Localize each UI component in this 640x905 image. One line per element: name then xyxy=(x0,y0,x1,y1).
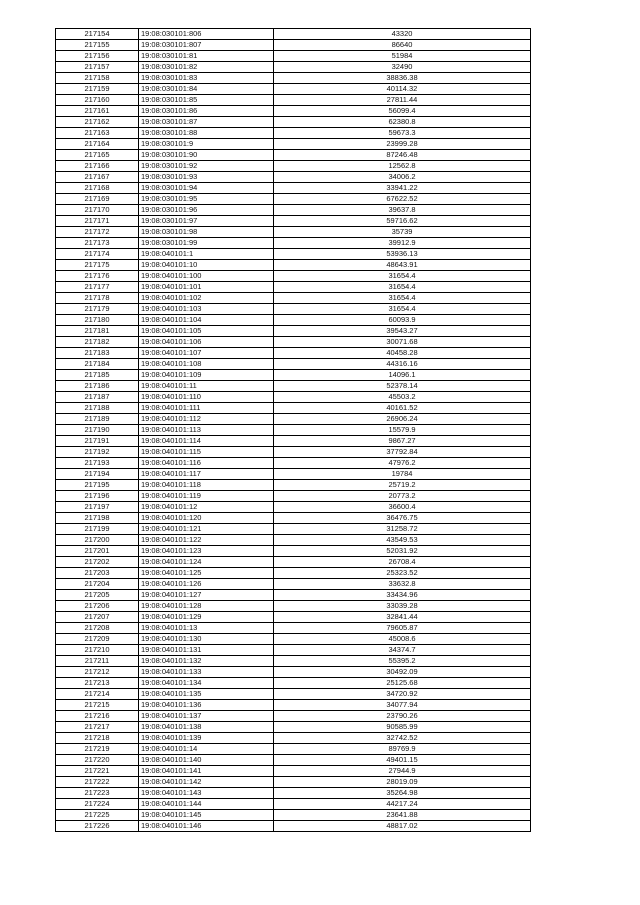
row-number-cell: 217201 xyxy=(56,546,139,557)
table-row xyxy=(56,733,531,744)
cadastral-number-cell: 19:08:040101:13 xyxy=(139,623,274,634)
value-cell: 52031.92 xyxy=(274,546,531,557)
table-row xyxy=(56,502,531,513)
table-row xyxy=(56,568,531,579)
value-cell: 33434.96 xyxy=(274,590,531,601)
table-row xyxy=(56,282,531,293)
table-row xyxy=(56,788,531,799)
table-row xyxy=(56,381,531,392)
row-number-cell: 217208 xyxy=(56,623,139,634)
cadastral-number-cell: 19:08:040101:112 xyxy=(139,414,274,425)
table-row xyxy=(56,634,531,645)
table-row xyxy=(56,40,531,51)
cadastral-number-cell: 19:08:040101:122 xyxy=(139,535,274,546)
table-row xyxy=(56,744,531,755)
table-row xyxy=(56,238,531,249)
row-number-cell: 217205 xyxy=(56,590,139,601)
table-row xyxy=(56,645,531,656)
row-number-cell: 217190 xyxy=(56,425,139,436)
value-cell: 59716.62 xyxy=(274,216,531,227)
table-row xyxy=(56,249,531,260)
cadastral-number-cell: 19:08:030101:807 xyxy=(139,40,274,51)
value-cell: 31654.4 xyxy=(274,293,531,304)
cadastral-number-cell: 19:08:040101:116 xyxy=(139,458,274,469)
table-row xyxy=(56,348,531,359)
cadastral-number-cell: 19:08:040101:107 xyxy=(139,348,274,359)
value-cell: 48817.02 xyxy=(274,821,531,832)
cadastral-number-cell: 19:08:040101:129 xyxy=(139,612,274,623)
table-row xyxy=(56,480,531,491)
row-number-cell: 217226 xyxy=(56,821,139,832)
value-cell: 19784 xyxy=(274,469,531,480)
cadastral-number-cell: 19:08:040101:10 xyxy=(139,260,274,271)
table-row xyxy=(56,370,531,381)
row-number-cell: 217157 xyxy=(56,62,139,73)
row-number-cell: 217203 xyxy=(56,568,139,579)
cadastral-number-cell: 19:08:030101:84 xyxy=(139,84,274,95)
value-cell: 32742.52 xyxy=(274,733,531,744)
value-cell: 25719.2 xyxy=(274,480,531,491)
cadastral-number-cell: 19:08:040101:139 xyxy=(139,733,274,744)
cadastral-number-cell: 19:08:040101:118 xyxy=(139,480,274,491)
value-cell: 40114.32 xyxy=(274,84,531,95)
cadastral-number-cell: 19:08:040101:125 xyxy=(139,568,274,579)
table-row xyxy=(56,62,531,73)
cadastral-number-cell: 19:08:040101:146 xyxy=(139,821,274,832)
cadastral-value-table xyxy=(55,28,531,832)
row-number-cell: 217173 xyxy=(56,238,139,249)
cadastral-number-cell: 19:08:030101:94 xyxy=(139,183,274,194)
row-number-cell: 217224 xyxy=(56,799,139,810)
row-number-cell: 217202 xyxy=(56,557,139,568)
table-row xyxy=(56,337,531,348)
cadastral-number-cell: 19:08:040101:128 xyxy=(139,601,274,612)
value-cell: 33039.28 xyxy=(274,601,531,612)
value-cell: 43320 xyxy=(274,29,531,40)
table-row xyxy=(56,458,531,469)
cadastral-number-cell: 19:08:040101:109 xyxy=(139,370,274,381)
value-cell: 44217.24 xyxy=(274,799,531,810)
row-number-cell: 217210 xyxy=(56,645,139,656)
row-number-cell: 217225 xyxy=(56,810,139,821)
table-row xyxy=(56,810,531,821)
cadastral-number-cell: 19:08:040101:143 xyxy=(139,788,274,799)
table-row xyxy=(56,711,531,722)
value-cell: 25125.68 xyxy=(274,678,531,689)
cadastral-number-cell: 19:08:030101:9 xyxy=(139,139,274,150)
row-number-cell: 217174 xyxy=(56,249,139,260)
table-row xyxy=(56,139,531,150)
cadastral-number-cell: 19:08:030101:98 xyxy=(139,227,274,238)
value-cell: 31654.4 xyxy=(274,304,531,315)
cadastral-number-cell: 19:08:040101:124 xyxy=(139,557,274,568)
table-row xyxy=(56,414,531,425)
cadastral-number-cell: 19:08:040101:133 xyxy=(139,667,274,678)
row-number-cell: 217179 xyxy=(56,304,139,315)
row-number-cell: 217169 xyxy=(56,194,139,205)
cadastral-number-cell: 19:08:030101:90 xyxy=(139,150,274,161)
value-cell: 9867.27 xyxy=(274,436,531,447)
cadastral-number-cell: 19:08:030101:88 xyxy=(139,128,274,139)
table-row xyxy=(56,623,531,634)
cadastral-number-cell: 19:08:040101:126 xyxy=(139,579,274,590)
table-row xyxy=(56,491,531,502)
row-number-cell: 217160 xyxy=(56,95,139,106)
cadastral-number-cell: 19:08:040101:119 xyxy=(139,491,274,502)
cadastral-number-cell: 19:08:040101:110 xyxy=(139,392,274,403)
cadastral-number-cell: 19:08:030101:83 xyxy=(139,73,274,84)
row-number-cell: 217193 xyxy=(56,458,139,469)
row-number-cell: 217214 xyxy=(56,689,139,700)
value-cell: 44316.16 xyxy=(274,359,531,370)
value-cell: 43549.53 xyxy=(274,535,531,546)
cadastral-number-cell: 19:08:040101:114 xyxy=(139,436,274,447)
table-row xyxy=(56,216,531,227)
row-number-cell: 217189 xyxy=(56,414,139,425)
row-number-cell: 217188 xyxy=(56,403,139,414)
cadastral-number-cell: 19:08:040101:1 xyxy=(139,249,274,260)
row-number-cell: 217196 xyxy=(56,491,139,502)
value-cell: 27944.9 xyxy=(274,766,531,777)
cadastral-number-cell: 19:08:030101:96 xyxy=(139,205,274,216)
cadastral-number-cell: 19:08:040101:121 xyxy=(139,524,274,535)
table-row xyxy=(56,73,531,84)
value-cell: 67622.52 xyxy=(274,194,531,205)
cadastral-number-cell: 19:08:040101:104 xyxy=(139,315,274,326)
cadastral-number-cell: 19:08:030101:81 xyxy=(139,51,274,62)
value-cell: 34374.7 xyxy=(274,645,531,656)
value-cell: 30492.09 xyxy=(274,667,531,678)
row-number-cell: 217218 xyxy=(56,733,139,744)
table-row xyxy=(56,469,531,480)
table-body xyxy=(56,29,531,832)
cadastral-number-cell: 19:08:040101:14 xyxy=(139,744,274,755)
value-cell: 33632.8 xyxy=(274,579,531,590)
value-cell: 90585.99 xyxy=(274,722,531,733)
table-row xyxy=(56,612,531,623)
value-cell: 35264.98 xyxy=(274,788,531,799)
cadastral-number-cell: 19:08:030101:86 xyxy=(139,106,274,117)
cadastral-number-cell: 19:08:040101:123 xyxy=(139,546,274,557)
cadastral-number-cell: 19:08:030101:82 xyxy=(139,62,274,73)
value-cell: 34006.2 xyxy=(274,172,531,183)
table-row xyxy=(56,777,531,788)
row-number-cell: 217156 xyxy=(56,51,139,62)
value-cell: 34720.92 xyxy=(274,689,531,700)
table-row xyxy=(56,436,531,447)
value-cell: 47976.2 xyxy=(274,458,531,469)
cadastral-number-cell: 19:08:040101:127 xyxy=(139,590,274,601)
cadastral-number-cell: 19:08:040101:131 xyxy=(139,645,274,656)
table-row xyxy=(56,689,531,700)
row-number-cell: 217200 xyxy=(56,535,139,546)
table-row xyxy=(56,271,531,282)
value-cell: 38836.38 xyxy=(274,73,531,84)
row-number-cell: 217213 xyxy=(56,678,139,689)
value-cell: 60093.9 xyxy=(274,315,531,326)
table-row xyxy=(56,590,531,601)
value-cell: 48643.91 xyxy=(274,260,531,271)
table-row xyxy=(56,106,531,117)
cadastral-number-cell: 19:08:040101:134 xyxy=(139,678,274,689)
value-cell: 25323.52 xyxy=(274,568,531,579)
value-cell: 45503.2 xyxy=(274,392,531,403)
table-row xyxy=(56,447,531,458)
row-number-cell: 217175 xyxy=(56,260,139,271)
table-row xyxy=(56,535,531,546)
table-row xyxy=(56,172,531,183)
table-row xyxy=(56,392,531,403)
table-row xyxy=(56,326,531,337)
row-number-cell: 217171 xyxy=(56,216,139,227)
value-cell: 56099.4 xyxy=(274,106,531,117)
value-cell: 45008.6 xyxy=(274,634,531,645)
table-row xyxy=(56,799,531,810)
value-cell: 86640 xyxy=(274,40,531,51)
cadastral-number-cell: 19:08:030101:97 xyxy=(139,216,274,227)
value-cell: 36600.4 xyxy=(274,502,531,513)
row-number-cell: 217154 xyxy=(56,29,139,40)
value-cell: 62380.8 xyxy=(274,117,531,128)
value-cell: 89769.9 xyxy=(274,744,531,755)
row-number-cell: 217192 xyxy=(56,447,139,458)
value-cell: 31258.72 xyxy=(274,524,531,535)
table-row xyxy=(56,524,531,535)
row-number-cell: 217183 xyxy=(56,348,139,359)
table-row xyxy=(56,260,531,271)
cadastral-number-cell: 19:08:030101:85 xyxy=(139,95,274,106)
row-number-cell: 217194 xyxy=(56,469,139,480)
row-number-cell: 217222 xyxy=(56,777,139,788)
row-number-cell: 217168 xyxy=(56,183,139,194)
row-number-cell: 217165 xyxy=(56,150,139,161)
row-number-cell: 217197 xyxy=(56,502,139,513)
table-row xyxy=(56,293,531,304)
row-number-cell: 217195 xyxy=(56,480,139,491)
table-row xyxy=(56,821,531,832)
row-number-cell: 217204 xyxy=(56,579,139,590)
row-number-cell: 217177 xyxy=(56,282,139,293)
cadastral-number-cell: 19:08:040101:103 xyxy=(139,304,274,315)
row-number-cell: 217164 xyxy=(56,139,139,150)
cadastral-number-cell: 19:08:030101:99 xyxy=(139,238,274,249)
row-number-cell: 217184 xyxy=(56,359,139,370)
value-cell: 20773.2 xyxy=(274,491,531,502)
value-cell: 49401.15 xyxy=(274,755,531,766)
table-row xyxy=(56,194,531,205)
row-number-cell: 217186 xyxy=(56,381,139,392)
table-row xyxy=(56,513,531,524)
table-row xyxy=(56,51,531,62)
value-cell: 53936.13 xyxy=(274,249,531,260)
value-cell: 23641.88 xyxy=(274,810,531,821)
value-cell: 52378.14 xyxy=(274,381,531,392)
cadastral-number-cell: 19:08:040101:141 xyxy=(139,766,274,777)
row-number-cell: 217176 xyxy=(56,271,139,282)
cadastral-number-cell: 19:08:040101:145 xyxy=(139,810,274,821)
table-row xyxy=(56,579,531,590)
cadastral-number-cell: 19:08:040101:136 xyxy=(139,700,274,711)
table-row xyxy=(56,403,531,414)
value-cell: 55395.2 xyxy=(274,656,531,667)
table-row xyxy=(56,601,531,612)
table-row xyxy=(56,304,531,315)
table-row xyxy=(56,425,531,436)
row-number-cell: 217170 xyxy=(56,205,139,216)
table-row xyxy=(56,205,531,216)
row-number-cell: 217221 xyxy=(56,766,139,777)
table-row xyxy=(56,315,531,326)
cadastral-number-cell: 19:08:040101:120 xyxy=(139,513,274,524)
cadastral-number-cell: 19:08:040101:117 xyxy=(139,469,274,480)
cadastral-number-cell: 19:08:030101:87 xyxy=(139,117,274,128)
cadastral-number-cell: 19:08:040101:130 xyxy=(139,634,274,645)
cadastral-number-cell: 19:08:040101:144 xyxy=(139,799,274,810)
value-cell: 34077.94 xyxy=(274,700,531,711)
row-number-cell: 217199 xyxy=(56,524,139,535)
row-number-cell: 217161 xyxy=(56,106,139,117)
table-row xyxy=(56,117,531,128)
row-number-cell: 217211 xyxy=(56,656,139,667)
cadastral-number-cell: 19:08:040101:11 xyxy=(139,381,274,392)
value-cell: 51984 xyxy=(274,51,531,62)
table-row xyxy=(56,227,531,238)
table-row xyxy=(56,359,531,370)
row-number-cell: 217187 xyxy=(56,392,139,403)
cadastral-number-cell: 19:08:040101:115 xyxy=(139,447,274,458)
row-number-cell: 217212 xyxy=(56,667,139,678)
value-cell: 40458.28 xyxy=(274,348,531,359)
cadastral-number-cell: 19:08:040101:113 xyxy=(139,425,274,436)
table-row xyxy=(56,722,531,733)
cadastral-number-cell: 19:08:040101:132 xyxy=(139,656,274,667)
cadastral-number-cell: 19:08:030101:92 xyxy=(139,161,274,172)
value-cell: 33941.22 xyxy=(274,183,531,194)
row-number-cell: 217155 xyxy=(56,40,139,51)
cadastral-number-cell: 19:08:030101:95 xyxy=(139,194,274,205)
row-number-cell: 217182 xyxy=(56,337,139,348)
row-number-cell: 217198 xyxy=(56,513,139,524)
row-number-cell: 217206 xyxy=(56,601,139,612)
table-row xyxy=(56,557,531,568)
value-cell: 87246.48 xyxy=(274,150,531,161)
row-number-cell: 217162 xyxy=(56,117,139,128)
value-cell: 15579.9 xyxy=(274,425,531,436)
value-cell: 26906.24 xyxy=(274,414,531,425)
cadastral-number-cell: 19:08:040101:111 xyxy=(139,403,274,414)
cadastral-number-cell: 19:08:040101:102 xyxy=(139,293,274,304)
value-cell: 14096.1 xyxy=(274,370,531,381)
cadastral-number-cell: 19:08:030101:806 xyxy=(139,29,274,40)
table-row xyxy=(56,656,531,667)
cadastral-number-cell: 19:08:040101:101 xyxy=(139,282,274,293)
row-number-cell: 217216 xyxy=(56,711,139,722)
table-row xyxy=(56,700,531,711)
table-row xyxy=(56,678,531,689)
row-number-cell: 217185 xyxy=(56,370,139,381)
cadastral-number-cell: 19:08:040101:108 xyxy=(139,359,274,370)
value-cell: 36476.75 xyxy=(274,513,531,524)
table-row xyxy=(56,546,531,557)
value-cell: 37792.84 xyxy=(274,447,531,458)
table-row xyxy=(56,29,531,40)
value-cell: 28019.09 xyxy=(274,777,531,788)
cadastral-number-cell: 19:08:040101:142 xyxy=(139,777,274,788)
row-number-cell: 217158 xyxy=(56,73,139,84)
cadastral-number-cell: 19:08:040101:138 xyxy=(139,722,274,733)
table-row xyxy=(56,766,531,777)
row-number-cell: 217207 xyxy=(56,612,139,623)
row-number-cell: 217215 xyxy=(56,700,139,711)
value-cell: 79605.87 xyxy=(274,623,531,634)
table-row xyxy=(56,161,531,172)
value-cell: 32490 xyxy=(274,62,531,73)
cadastral-number-cell: 19:08:040101:105 xyxy=(139,326,274,337)
cadastral-number-cell: 19:08:040101:106 xyxy=(139,337,274,348)
cadastral-number-cell: 19:08:040101:12 xyxy=(139,502,274,513)
cadastral-number-cell: 19:08:040101:137 xyxy=(139,711,274,722)
value-cell: 32841.44 xyxy=(274,612,531,623)
table-row xyxy=(56,150,531,161)
table-row xyxy=(56,755,531,766)
row-number-cell: 217217 xyxy=(56,722,139,733)
cadastral-number-cell: 19:08:040101:140 xyxy=(139,755,274,766)
row-number-cell: 217219 xyxy=(56,744,139,755)
value-cell: 23999.28 xyxy=(274,139,531,150)
value-cell: 40161.52 xyxy=(274,403,531,414)
row-number-cell: 217166 xyxy=(56,161,139,172)
value-cell: 35739 xyxy=(274,227,531,238)
row-number-cell: 217223 xyxy=(56,788,139,799)
table-row xyxy=(56,667,531,678)
value-cell: 23790.26 xyxy=(274,711,531,722)
table-row xyxy=(56,183,531,194)
value-cell: 39912.9 xyxy=(274,238,531,249)
value-cell: 39543.27 xyxy=(274,326,531,337)
row-number-cell: 217163 xyxy=(56,128,139,139)
value-cell: 59673.3 xyxy=(274,128,531,139)
table-row xyxy=(56,84,531,95)
row-number-cell: 217159 xyxy=(56,84,139,95)
table-row xyxy=(56,128,531,139)
row-number-cell: 217172 xyxy=(56,227,139,238)
value-cell: 12562.8 xyxy=(274,161,531,172)
row-number-cell: 217167 xyxy=(56,172,139,183)
row-number-cell: 217180 xyxy=(56,315,139,326)
value-cell: 31654.4 xyxy=(274,271,531,282)
table-row xyxy=(56,95,531,106)
cadastral-number-cell: 19:08:040101:135 xyxy=(139,689,274,700)
value-cell: 26708.4 xyxy=(274,557,531,568)
row-number-cell: 217220 xyxy=(56,755,139,766)
cadastral-number-cell: 19:08:040101:100 xyxy=(139,271,274,282)
row-number-cell: 217178 xyxy=(56,293,139,304)
value-cell: 39637.8 xyxy=(274,205,531,216)
value-cell: 31654.4 xyxy=(274,282,531,293)
cadastral-number-cell: 19:08:030101:93 xyxy=(139,172,274,183)
value-cell: 27811.44 xyxy=(274,95,531,106)
data-table-container xyxy=(55,28,531,832)
row-number-cell: 217209 xyxy=(56,634,139,645)
value-cell: 30071.68 xyxy=(274,337,531,348)
row-number-cell: 217191 xyxy=(56,436,139,447)
row-number-cell: 217181 xyxy=(56,326,139,337)
